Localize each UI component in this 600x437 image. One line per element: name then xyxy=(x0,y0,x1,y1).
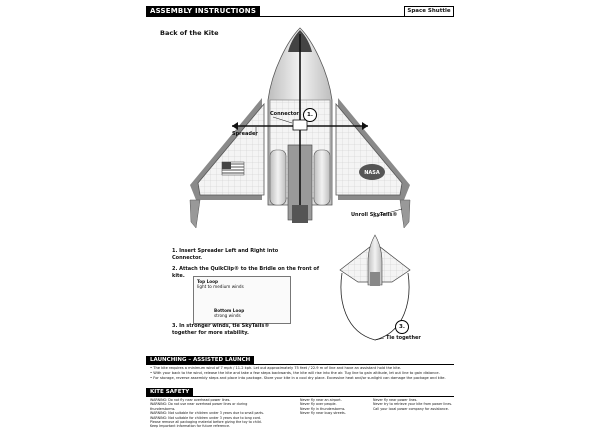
safety-rule-item: Never fly in thunderstorms. xyxy=(300,406,346,411)
callout-3: 3. xyxy=(395,320,409,334)
safety-rule-item: Never try to retrieve your kite from power lines. xyxy=(373,402,453,407)
safety-rules-b xyxy=(373,398,453,411)
header-title: ASSEMBLY INSTRUCTIONS xyxy=(146,6,260,16)
safety-title: KITE SAFETY xyxy=(146,388,193,396)
safety-rule-item: Never fly near busy streets. xyxy=(300,411,346,416)
product-name: Space Shuttle xyxy=(404,6,454,17)
top-loop-label: Top Loop xyxy=(197,279,219,284)
launch-item: • For storage, reverse assembly steps and place into package. Store your kite in a cool dry place. Excessive heat and/or sunlight can damage the package and kite. xyxy=(150,376,446,380)
safety-warning: Please remove all packaging material before giving the toy to child. xyxy=(150,420,262,425)
launch-item: • The kite requires a minimum wind of 7 mph / 11.2 kph. Let out approximately 75 feet / 22.9 m of line and have an assistant hold the kite. xyxy=(150,366,402,370)
step-2: 2. Attach the QuikClip® to the Bridle on the front of kite. xyxy=(172,266,320,279)
callout-1: 1. xyxy=(303,108,317,122)
safety-warning: WARNING: Not suitable for children under 3 years due to long cord. xyxy=(150,415,262,420)
nasa-logo xyxy=(359,164,385,180)
tie-together-label: Tie together xyxy=(386,335,421,341)
safety-warning: WARNING: Do not fly near overhead power lines. xyxy=(150,398,231,402)
step-1: 1. Insert Spreader Left and Right into Connector. xyxy=(172,248,279,261)
safety-rule-item: Never fly near power lines. xyxy=(373,398,418,402)
step-3: 3. In stronger winds, tie SkyTails® together for more stability. xyxy=(172,323,270,336)
safety-rule-item: Never fly near an airport. xyxy=(300,398,342,402)
bottom-loop-label: Bottom Loop xyxy=(214,308,245,313)
safety-warnings xyxy=(150,398,270,429)
launch-title: LAUNCHING – ASSISTED LAUNCH xyxy=(146,356,254,364)
bottom-loop-sub: strong winds xyxy=(214,313,241,318)
nasa-text: NASA xyxy=(364,170,380,176)
skytails-label: Unroll SkyTails® xyxy=(351,212,398,218)
spreader-label: Spreader xyxy=(232,131,258,137)
safety-warning: WARNING: Not suitable for children under 3 years due to small parts. xyxy=(150,411,264,416)
safety-warning: WARNING: Do not use near overhead power lines or during thunderstorms. xyxy=(150,402,248,411)
diagram-title: Back of the Kite xyxy=(160,29,219,37)
safety-warning: Keep Important information for future reference. xyxy=(150,424,231,429)
us-flag-graphic xyxy=(222,162,244,175)
safety-rules-a xyxy=(300,398,370,416)
connector-label: Connector xyxy=(270,111,299,117)
top-loop-sub: light to medium winds xyxy=(197,284,244,289)
launch-item: • With your back to the wind, release the kite and take a few steps backwards, the kite will rise into the air. Tug line to gain altitude, let out line to gain distance. xyxy=(150,371,440,375)
assembly-steps xyxy=(172,248,322,341)
launch-instructions xyxy=(150,366,450,381)
connector-part xyxy=(293,120,307,130)
safety-rule-item: Call your local power company for assistance. xyxy=(373,406,449,411)
safety-rule-item: Never fly over people. xyxy=(300,402,337,407)
